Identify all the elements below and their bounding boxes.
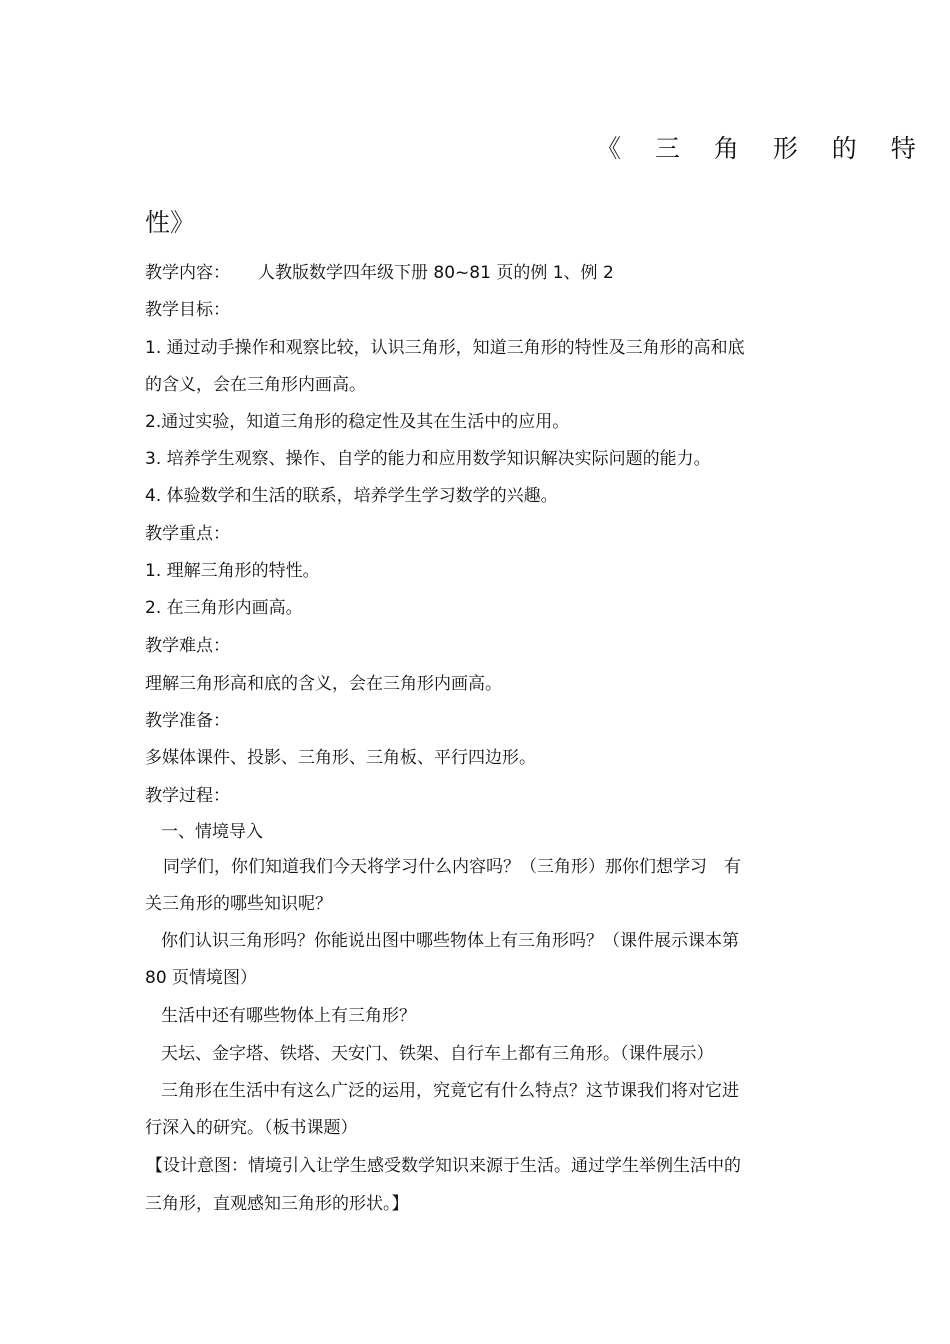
document-title-line2: 性》 bbox=[145, 208, 196, 237]
key-point-2: 2. 在三角形内画高。 bbox=[145, 598, 303, 618]
design-intent-line-2: 三角形，直观感知三角形的形状。】 bbox=[145, 1194, 409, 1214]
difficulty-heading: 教学难点： bbox=[145, 636, 230, 656]
paragraph-5-line-1: 三角形在生活中有这么广泛的运用，究竟它有什么特点？这节课我们将对它进 bbox=[161, 1081, 739, 1101]
goal-2: 2.通过实验，知道三角形的稳定性及其在生活中的应用。 bbox=[145, 412, 570, 432]
paragraph-2-line-2: 80 页情境图） bbox=[145, 968, 258, 988]
goal-4: 4. 体验数学和生活的联系，培养学生学习数学的兴趣。 bbox=[145, 486, 558, 506]
teaching-content-row bbox=[145, 261, 815, 285]
key-point-1: 1. 理解三角形的特性。 bbox=[145, 561, 320, 581]
design-intent-line-1: 【设计意图：情境引入让学生感受数学知识来源于生活。通过学生举例生活中的 bbox=[146, 1156, 741, 1176]
goal-1-line-2: 的含义，会在三角形内画高。 bbox=[145, 375, 366, 395]
goal-3: 3. 培养学生观察、操作、自学的能力和应用数学知识解决实际问题的能力。 bbox=[145, 449, 711, 469]
paragraph-1-line-1: 同学们，你们知道我们今天将学习什么内容吗？（三角形）那你们想学习 有 bbox=[163, 857, 741, 877]
key-points-heading: 教学重点： bbox=[145, 524, 230, 544]
teaching-content-value: 人教版数学四年级下册 80~81 页的例 1、例 2 bbox=[258, 263, 614, 283]
paragraph-2-line-1: 你们认识三角形吗？你能说出图中哪些物体上有三角形吗？（课件展示课本第 bbox=[161, 931, 739, 951]
paragraph-3: 生活中还有哪些物体上有三角形？ bbox=[161, 1006, 416, 1026]
paragraph-5-line-2: 行深入的研究。（板书课题） bbox=[145, 1118, 358, 1138]
preparation-heading: 教学准备： bbox=[145, 711, 230, 731]
difficulty-text: 理解三角形高和底的含义，会在三角形内画高。 bbox=[145, 674, 502, 694]
preparation-text: 多媒体课件、投影、三角形、三角板、平行四边形。 bbox=[145, 748, 536, 768]
document-title-line1: 《 三 角 形 的 特 bbox=[596, 134, 929, 163]
paragraph-1-line-2: 关三角形的哪些知识呢？ bbox=[145, 894, 332, 914]
paragraph-4: 天坛、金字塔、铁塔、天安门、铁架、自行车上都有三角形。（课件展示） bbox=[161, 1044, 714, 1064]
goal-1-line-1: 1. 通过动手操作和观察比较，认识三角形，知道三角形的特性及三角形的高和底 bbox=[145, 338, 745, 358]
goals-heading: 教学目标： bbox=[145, 300, 230, 320]
section-1-heading: 一、情境导入 bbox=[161, 822, 263, 842]
teaching-content-label: 教学内容： bbox=[145, 263, 230, 283]
process-heading: 教学过程： bbox=[145, 786, 230, 806]
